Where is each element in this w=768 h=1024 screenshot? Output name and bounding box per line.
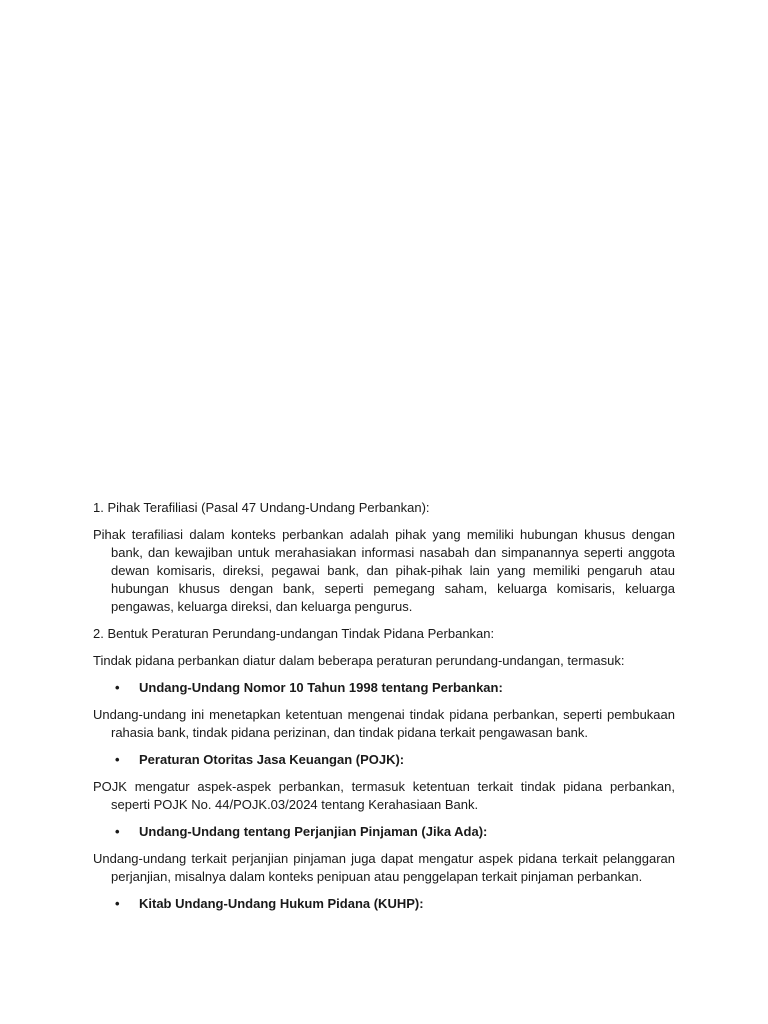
bullet-description: Undang-undang ini menetapkan ketentuan mengenai tindak pidana perbankan, seperti pembukaan rahasia bank, tindak pidana perizinan, dan tindak pidana terkait pengawasan bank.	[93, 707, 675, 740]
bullet-item-kuhp	[93, 895, 675, 913]
document-body	[93, 499, 675, 922]
bullet-item-perjanjian-pinjaman	[93, 823, 675, 841]
bullet-title: Undang-Undang Nomor 10 Tahun 1998 tentang Perbankan:	[139, 680, 503, 695]
bullet-description: Undang-undang terkait perjanjian pinjaman juga dapat mengatur aspek pidana terkait pelanggaran perjanjian, misalnya dalam konteks penipuan atau penggelapan terkait pinjaman perbankan.	[93, 851, 675, 884]
bullet-title: Kitab Undang-Undang Hukum Pidana (KUHP):	[139, 896, 424, 911]
bullet-title: Peraturan Otoritas Jasa Keuangan (POJK):	[139, 752, 405, 767]
bullet-icon: •	[115, 824, 120, 839]
bullet-item-uu-perbankan	[93, 679, 675, 697]
section2-heading: 2. Bentuk Peraturan Perundang-undangan Tindak Pidana Perbankan:	[93, 626, 495, 641]
section1-heading: 1. Pihak Terafiliasi (Pasal 47 Undang-Undang Perbankan):	[93, 500, 430, 515]
bullet-description: POJK mengatur aspek-aspek perbankan, termasuk ketentuan terkait tindak pidana perbankan, seperti POJK No. 44/POJK.03/2024 tentang Kerahasiaan Bank.	[93, 779, 675, 812]
bullet-icon: •	[115, 680, 120, 695]
section1-paragraph: Pihak terafiliasi dalam konteks perbankan adalah pihak yang memiliki hubungan khusus dengan bank, dan kewajiban untuk merahasiakan informasi nasabah dan simpanannya seperti anggota dewan komisaris, direksi, pegawai bank, dan pihak-pihak lain yang memiliki pengaruh atau hubungan khusus dengan bank, seperti pemegang saham, keluarga komisaris, keluarga pengawas, keluarga direksi, dan keluarga pengurus.	[93, 527, 675, 614]
bullet-item-pojk	[93, 751, 675, 769]
bullet-icon: •	[115, 752, 120, 767]
bullet-icon: •	[115, 896, 120, 911]
bullet-title: Undang-Undang tentang Perjanjian Pinjaman (Jika Ada):	[139, 824, 488, 839]
section2-intro: Tindak pidana perbankan diatur dalam beberapa peraturan perundang-undangan, termasuk:	[93, 653, 625, 668]
